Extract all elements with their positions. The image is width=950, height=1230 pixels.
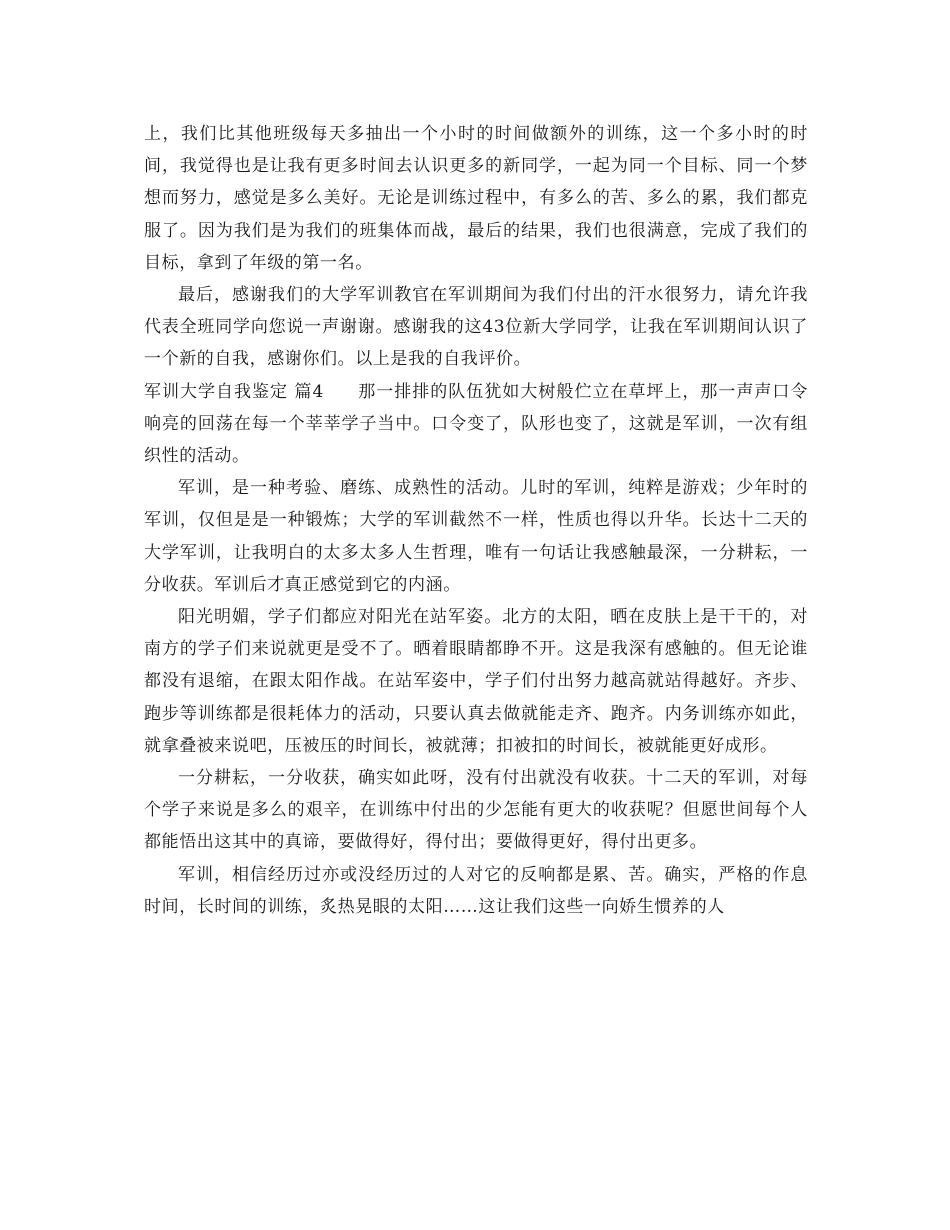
paragraph-thanks: 最后，感谢我们的大学军训教官在军训期间为我们付出的汗水很努力，请允许我代表全班同学向您说一声谢谢。感谢我的这43位新大学同学，让我在军训期间认识了一个新的自我，感谢你们。以上是我的自我评价。	[144, 285, 808, 370]
section-heading-paragraph	[144, 376, 808, 473]
document-body	[144, 118, 808, 923]
paragraph-sunshine: 阳光明媚，学子们都应对阳光在站军姿。北方的太阳，晒在皮肤上是干干的，对南方的学子们来说就更是受不了。晒着眼睛都睁不开。这是我深有感触的。但无论谁都没有退缩，在跟太阳作战。在站军姿中，学子们付出努力越高就站得越好。齐步、跑步等训练都是很耗体力的活动，只要认真去做就能走齐、跑齐。内务训练亦如此，就拿叠被来说吧，压被压的时间长，被就薄；扣被扣的时间长，被就能更好成形。	[144, 607, 808, 756]
section-lead-text: 那一排排的队伍犹如大树般伫立在草坪上，那一声声口令响亮的回荡在每一个莘莘学子当中。口令变了，队形也变了，这就是军训，一次有组织性的活动。	[144, 381, 808, 467]
section-title: 军训大学自我鉴定 篇4	[144, 381, 324, 402]
paragraph-military-training: 军训，是一种考验、磨练、成熟性的活动。儿时的军训，纯粹是游戏；少年时的军训，仅但是是一种锻炼；大学的军训截然不一样，性质也得以升华。长达十二天的大学军训，让我明白的太多太多人生哲理，唯有一句话让我感触最深，一分耕耘，一分收获。军训后才真正感觉到它的内涵。	[144, 478, 808, 595]
paragraph-continued: 上，我们比其他班级每天多抽出一个小时的时间做额外的训练，这一个多小时的时间，我觉得也是让我有更多时间去认识更多的新同学，一起为同一个目标、同一个梦想而努力，感觉是多么美好。无论是训练过程中，有多么的苦、多么的累，我们都克服了。因为我们是为我们的班集体而战，最后的结果，我们也很满意，完成了我们的目标，拿到了年级的第一名。	[144, 124, 808, 273]
paragraph-effort: 一分耕耘，一分收获，确实如此呀，没有付出就没有收获。十二天的军训，对每个学子来说是多么的艰辛，在训练中付出的少怎能有更大的收获呢？但愿世间每个人都能悟出这其中的真谛，要做得好，得付出；要做得更好，得付出更多。	[144, 768, 808, 853]
paragraph-hardship: 军训，相信经历过亦或没经历过的人对它的反响都是累、苦。确实，严格的作息时间，长时间的训练，炙热晃眼的太阳……这让我们这些一向娇生惯养的人	[144, 864, 808, 917]
